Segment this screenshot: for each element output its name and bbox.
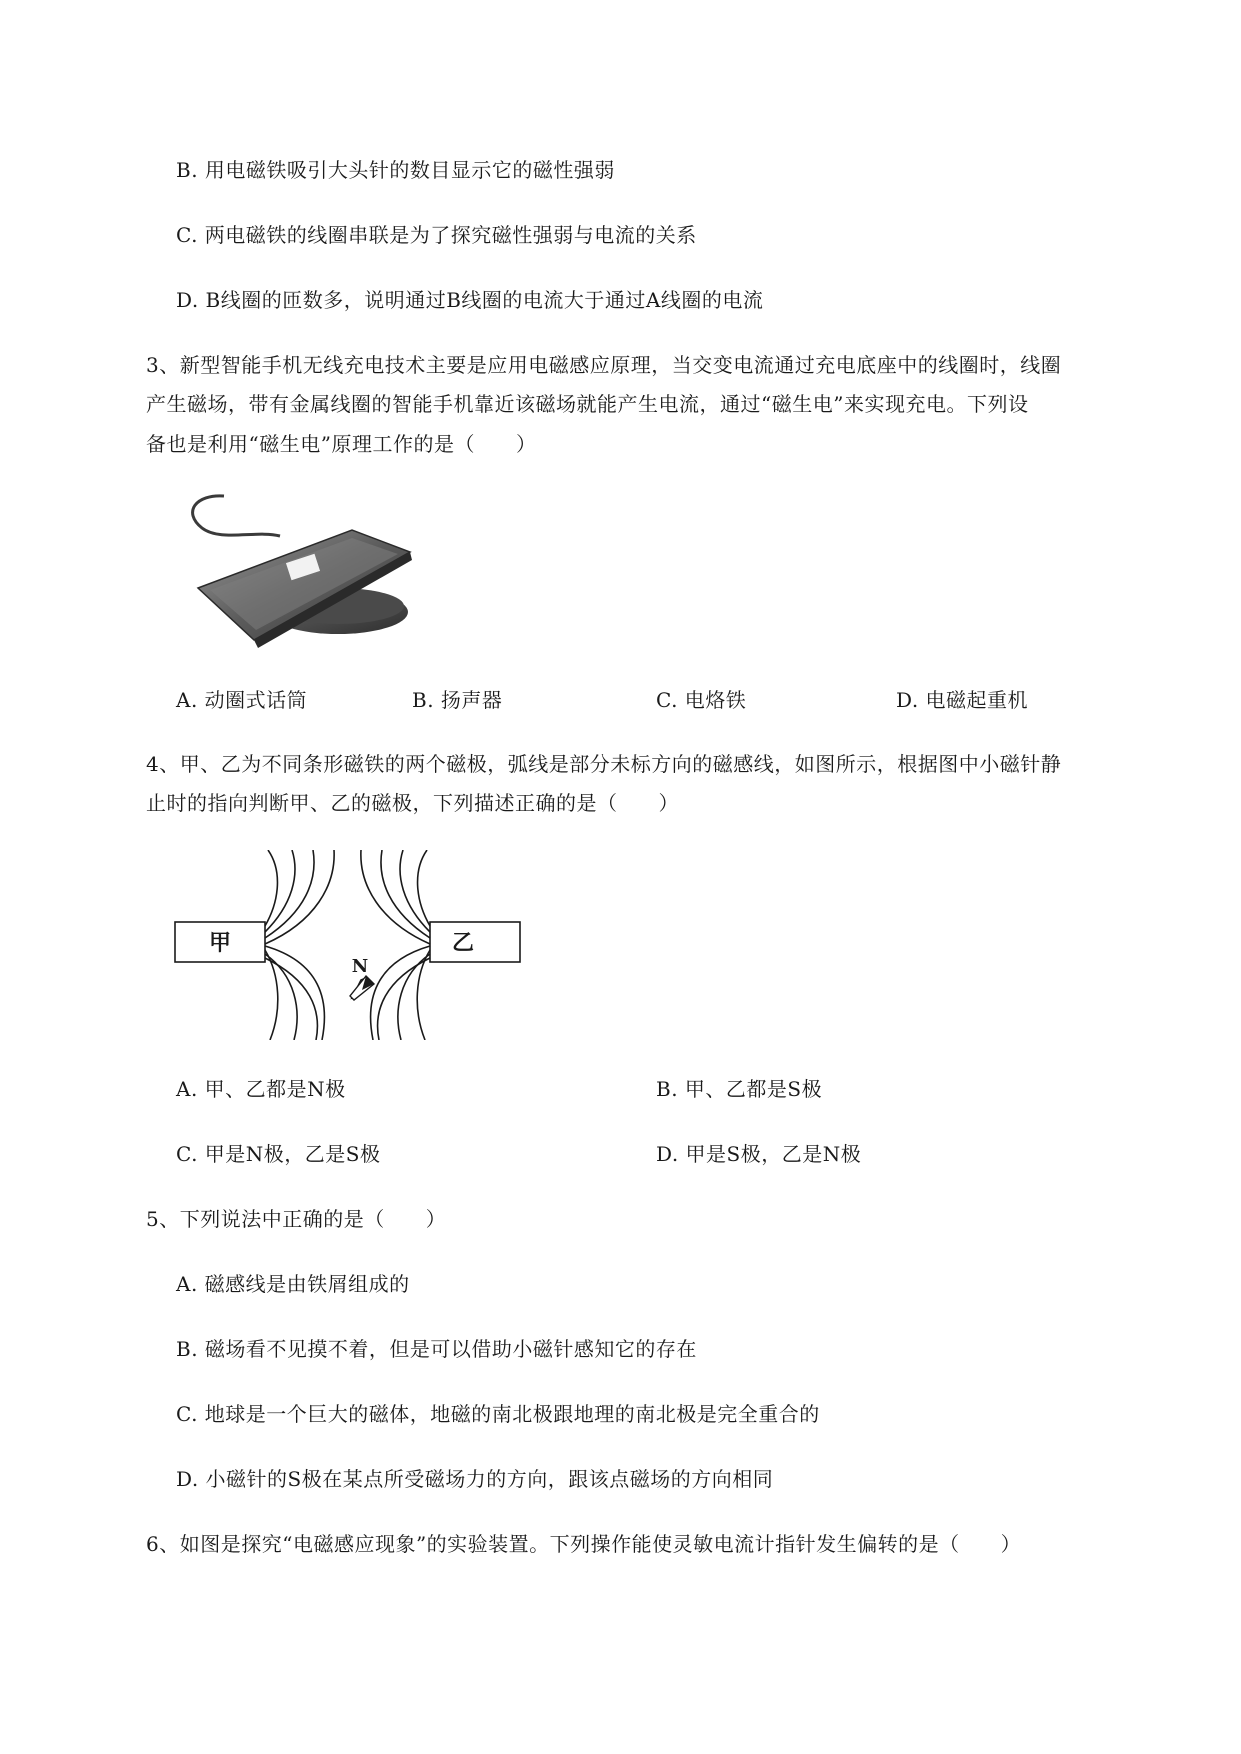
q4-option-b: B. 甲、乙都是S极: [656, 1077, 823, 1101]
q2-option-c: C. 两电磁铁的线圈串联是为了探究磁性强弱与电流的关系: [176, 223, 697, 247]
q3-option-b: B. 扬声器: [412, 688, 503, 712]
q3-option-d: D. 电磁起重机: [896, 688, 1029, 712]
q3-option-a: A. 动圈式话筒: [176, 688, 308, 712]
q6-stem: 6、如图是探究“电磁感应现象”的实验装置。下列操作能使灵敏电流计指针发生偏转的是（ ）: [146, 1532, 1022, 1556]
needle-n-label: N: [351, 956, 369, 977]
q2-option-b: B. 用电磁铁吸引大头针的数目显示它的磁性强弱: [176, 158, 615, 182]
q3-stem-line-1: 3、新型智能手机无线充电技术主要是应用电磁感应原理，当交变电流通过充电底座中的线圈时，线圈: [146, 353, 1062, 377]
q4-stem-line-1: 4、甲、乙为不同条形磁铁的两个磁极，弧线是部分未标方向的磁感线，如图所示，根据图中小磁针静: [146, 752, 1062, 776]
q5-stem: 5、下列说法中正确的是（ ）: [146, 1207, 447, 1231]
q5-option-c: C. 地球是一个巨大的磁体，地磁的南北极跟地理的南北极是完全重合的: [176, 1402, 820, 1426]
magnet-field-diagram: [170, 850, 530, 1040]
q4-option-d: D. 甲是S极，乙是N极: [656, 1142, 862, 1166]
q4-stem-line-2: 止时的指向判断甲、乙的磁极，下列描述正确的是（ ）: [146, 791, 679, 815]
magnet-yi-bar: [430, 922, 520, 962]
q3-stem-line-3: 备也是利用“磁生电”原理工作的是（ ）: [146, 432, 537, 456]
magnet-jia-label: 甲: [208, 931, 232, 956]
magnet-yi-label: 乙: [451, 931, 475, 956]
q5-option-a: A. 磁感线是由铁屑组成的: [176, 1272, 410, 1296]
q3-stem-line-2: 产生磁场，带有金属线圈的智能手机靠近该磁场就能产生电流，通过“磁生电”来实现充电。下列设: [146, 392, 1029, 416]
wireless-charger-photo: [176, 490, 416, 650]
q5-option-b: B. 磁场看不见摸不着，但是可以借助小磁针感知它的存在: [176, 1337, 697, 1361]
q4-option-c: C. 甲是N极，乙是S极: [176, 1142, 381, 1166]
q3-option-c: C. 电烙铁: [656, 688, 747, 712]
q4-option-a: A. 甲、乙都是N极: [176, 1077, 346, 1101]
q5-option-d: D. 小磁针的S极在某点所受磁场力的方向，跟该点磁场的方向相同: [176, 1467, 774, 1491]
q2-option-d: D. B线圈的匝数多，说明通过B线圈的电流大于通过A线圈的电流: [176, 288, 764, 312]
